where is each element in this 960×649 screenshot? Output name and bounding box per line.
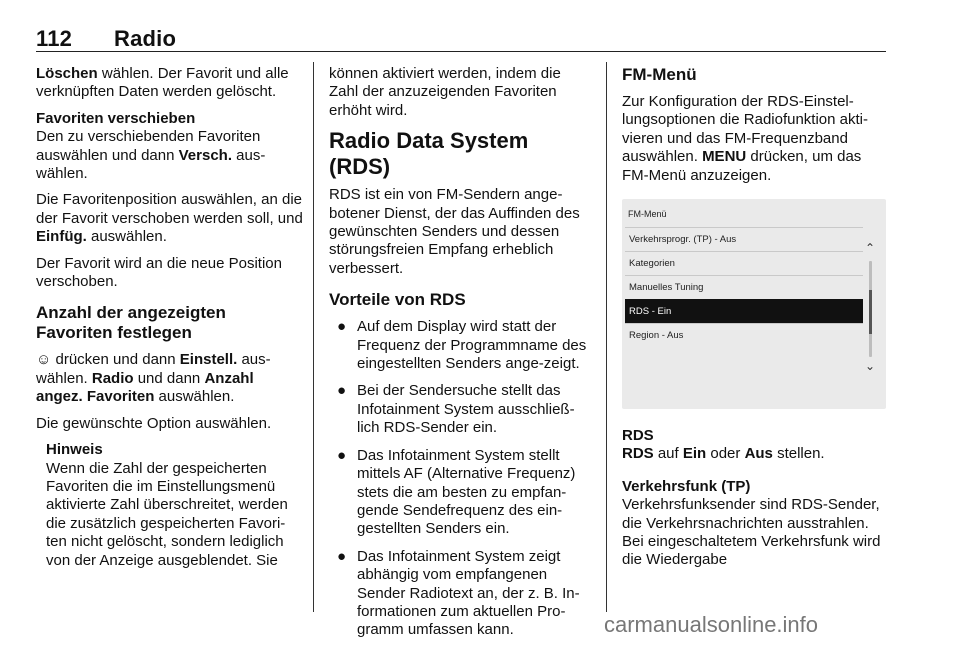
- note-title: Hinweis: [46, 441, 103, 459]
- scrollbar-thumb[interactable]: [869, 290, 872, 334]
- heading-fm-menu: FM-Menü: [622, 65, 697, 84]
- paragraph-choose-option: Die gewünschte Option auswählen.: [36, 414, 272, 432]
- fm-menu-screenshot: [622, 199, 886, 409]
- column-2: [329, 65, 594, 649]
- bullet-icon: ●: [337, 382, 347, 400]
- watermark-text: carmanualsonline.info: [604, 612, 819, 637]
- subheading-traffic-program: Verkehrsfunk (TP): [622, 477, 751, 495]
- chevron-up-icon[interactable]: ⌃: [865, 241, 876, 256]
- bullet-icon: ●: [337, 446, 347, 464]
- column-divider-2: [606, 62, 607, 612]
- fm-menu-list: [625, 227, 863, 347]
- rds-advantages-list: [329, 318, 594, 640]
- bullet-icon: ●: [337, 547, 347, 565]
- heading-favorites-count: Anzahl der angezeigten Favoriten festlegen: [36, 303, 226, 343]
- page-number: 112: [36, 26, 73, 51]
- paragraph-fm-menu: Zur Konfiguration der RDS-Einstel-lungsoptionen die Radiofunktion akti-vieren und das FM-Frequenzband auswählen. MENU drücken, um das FM-Menü anzuzeigen.: [622, 93, 868, 184]
- paragraph-count-steps: ☺ drücken und dann Einstell. aus-wählen. Radio und dann Anzahl angez. Favoriten auswählen.: [36, 351, 271, 406]
- chevron-down-icon[interactable]: ⌄: [865, 359, 876, 374]
- paragraph-delete: Löschen wählen. Der Favorit und alle verknüpften Daten werden gelöscht.: [36, 65, 289, 101]
- section-title: Radio: [114, 26, 177, 51]
- subheading-rds: RDS: [622, 427, 654, 445]
- fm-menu-title: FM-Menü: [628, 209, 667, 220]
- scrollbar[interactable]: [869, 261, 872, 357]
- menu-item-manual-tuning[interactable]: Manuelles Tuning: [625, 275, 863, 299]
- paragraph-move-position: Die Favoritenposition auswählen, an die der Favorit verschoben werden soll, und Einfüg. auswählen.: [36, 191, 303, 246]
- note-continuation: können aktiviert werden, indem die Zahl der anzuzeigenden Favoriten erhöht wird.: [329, 65, 561, 119]
- menu-item-rds[interactable]: RDS - Ein: [625, 299, 863, 323]
- subheading-move: Favoriten verschieben: [36, 109, 196, 127]
- header-rule: [36, 51, 886, 52]
- note-text: Wenn die Zahl der gespeicherten Favoriten die im Einstellungsmenü aktivierte Zahl überschreitet, werden die zusätzlich gespeicherten Favori-ten nicht gelöscht, sondern lediglich von der Anzeige ausgeblendet. Sie: [46, 459, 288, 569]
- settings-icon: ☺: [36, 351, 52, 369]
- bullet-icon: ●: [337, 318, 347, 336]
- menu-item-region[interactable]: Region - Aus: [625, 323, 863, 347]
- section-rds-setting: RDS RDS auf Ein oder Aus stellen.: [622, 427, 888, 464]
- page-header: [36, 26, 886, 50]
- list-item: ● Bei der Sendersuche stellt das Infotainment System ausschließ-lich RDS-Sender ein.: [337, 382, 575, 437]
- column-1: [36, 65, 304, 570]
- list-item: ● Auf dem Display wird statt der Frequenz der Programmname des eingestellten Senders ange-zeigt.: [337, 318, 587, 373]
- section-traffic-program: Verkehrsfunk (TP) Verkehrsfunksender sind RDS-Sender, die Verkehrsnachrichten ausstrahlen. Bei eingeschaltetem Verkehrsfunk wird die Wiedergabe: [622, 478, 888, 570]
- note-box: [36, 441, 304, 570]
- section-move-favorites: Favoriten verschieben Den zu verschiebenden Favoriten auswählen und dann Versch. aus-wählen.: [36, 110, 304, 184]
- heading-rds-advantages: Vorteile von RDS: [329, 290, 466, 310]
- menu-item-traffic-program[interactable]: Verkehrsprogr. (TP) - Aus: [625, 227, 863, 251]
- heading-rds: Radio Data System (RDS): [329, 128, 529, 180]
- paragraph-move-result: Der Favorit wird an die neue Position verschoben.: [36, 254, 282, 291]
- list-item: ● Das Infotainment System zeigt abhängig vom empfangenen Sender Radiotext an, der z. B. In-formationen zum aktuellen Pro-gramm umfassen kann.: [337, 547, 580, 639]
- list-item: ● Das Infotainment System stellt mittels AF (Alternative Frequenz) stets die am besten zu empfan-gende Sendefrequenz des ein-gestellten Senders ein.: [337, 446, 576, 538]
- column-3: [622, 65, 888, 578]
- column-divider-1: [313, 62, 314, 612]
- paragraph-rds-intro: RDS ist ein von FM-Sendern ange-botener Dienst, der das Auffinden des gewünschten Senders und dessen störungsfreien Empfang erheblich verbessert.: [329, 186, 580, 277]
- menu-item-categories[interactable]: Kategorien: [625, 251, 863, 275]
